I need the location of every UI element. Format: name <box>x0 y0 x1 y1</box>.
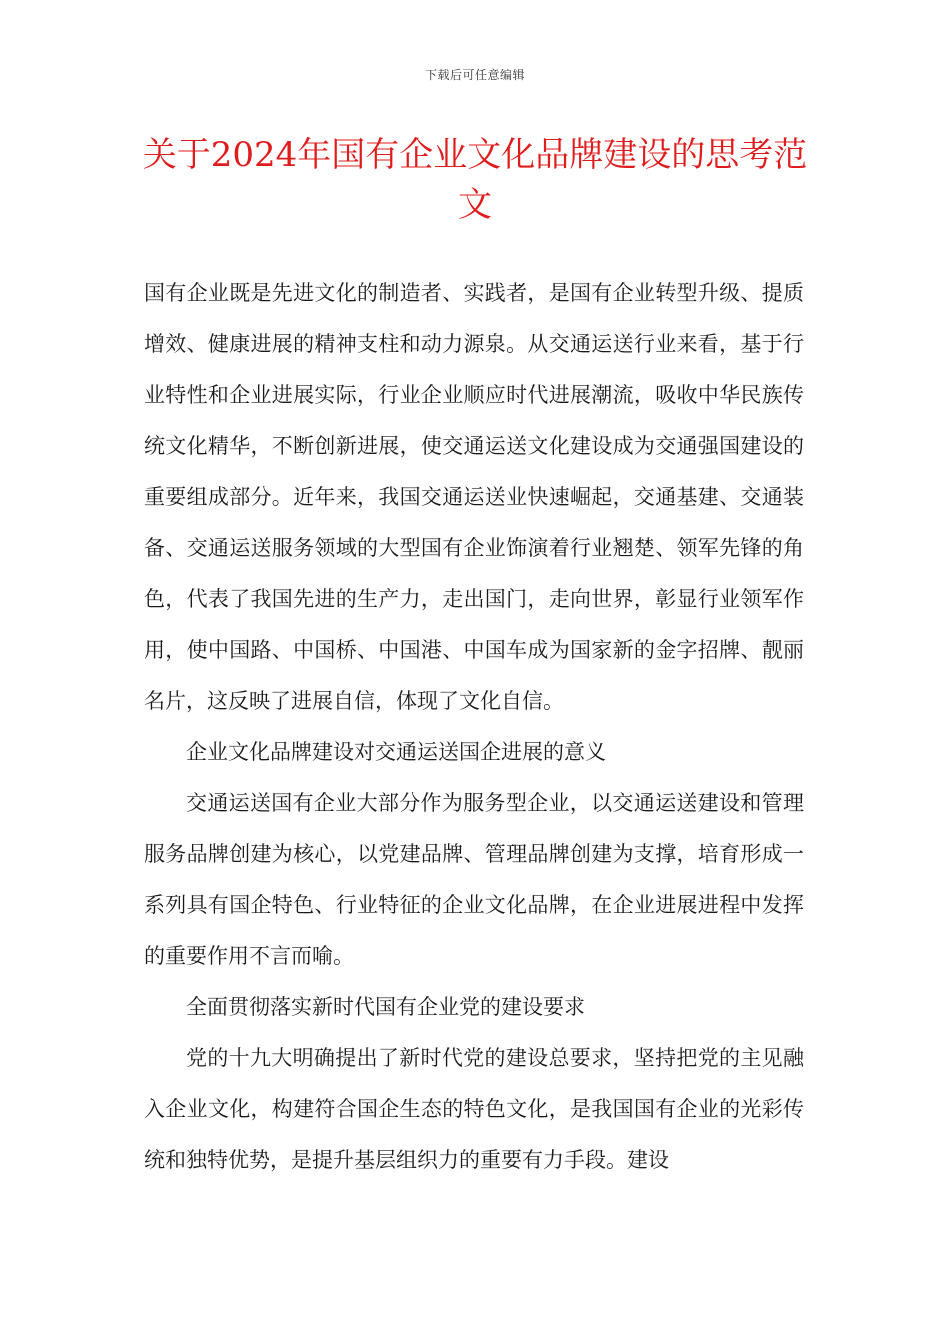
document-title: 关于2024年国有企业文化品牌建设的思考范文 <box>142 135 808 225</box>
paragraph-party-building: 党的十九大明确提出了新时代党的建设总要求，坚持把党的主见融入企业文化，构建符合国企生态的特色文化，是我国国有企业的光彩传统和独特优势，是提升基层组织力的重要有力手段。建设 <box>144 1046 804 1172</box>
paragraph-intro: 国有企业既是先进文化的制造者、实践者，是国有企业转型升级、提质增效、健康进展的精神支柱和动力源泉。从交通运送行业来看，基于行业特性和企业进展实际，行业企业顺应时代进展潮流，吸收中华民族传统文化精华，不断创新进展，使交通运送文化建设成为交通强国建设的重要组成部分。近年来，我国交通运送业快速崛起，交通基建、交通装备、交通运送服务领域的大型国有企业饰演着行业翘楚、领军先锋的角色，代表了我国先进的生产力，走出国门，走向世界，彰显行业领军作用，使中国路、中国桥、中国港、中国车成为国家新的金字招牌、靓丽名片，这反映了进展自信，体现了文化自信。 <box>144 281 804 713</box>
document-body <box>144 268 804 1186</box>
paragraph-significance: 交通运送国有企业大部分作为服务型企业，以交通运送建设和管理服务品牌创建为核心，以党建品牌、管理品牌创建为支撑，培育形成一系列具有国企特色、行业特征的企业文化品牌，在企业进展进程中发挥的重要作用不言而喻。 <box>144 791 804 968</box>
section-heading-significance: 企业文化品牌建设对交通运送国企进展的意义 <box>186 740 606 764</box>
section-heading-party-building: 全面贯彻落实新时代国有企业党的建设要求 <box>186 995 585 1019</box>
header-note: 下载后可任意编辑 <box>424 68 525 82</box>
